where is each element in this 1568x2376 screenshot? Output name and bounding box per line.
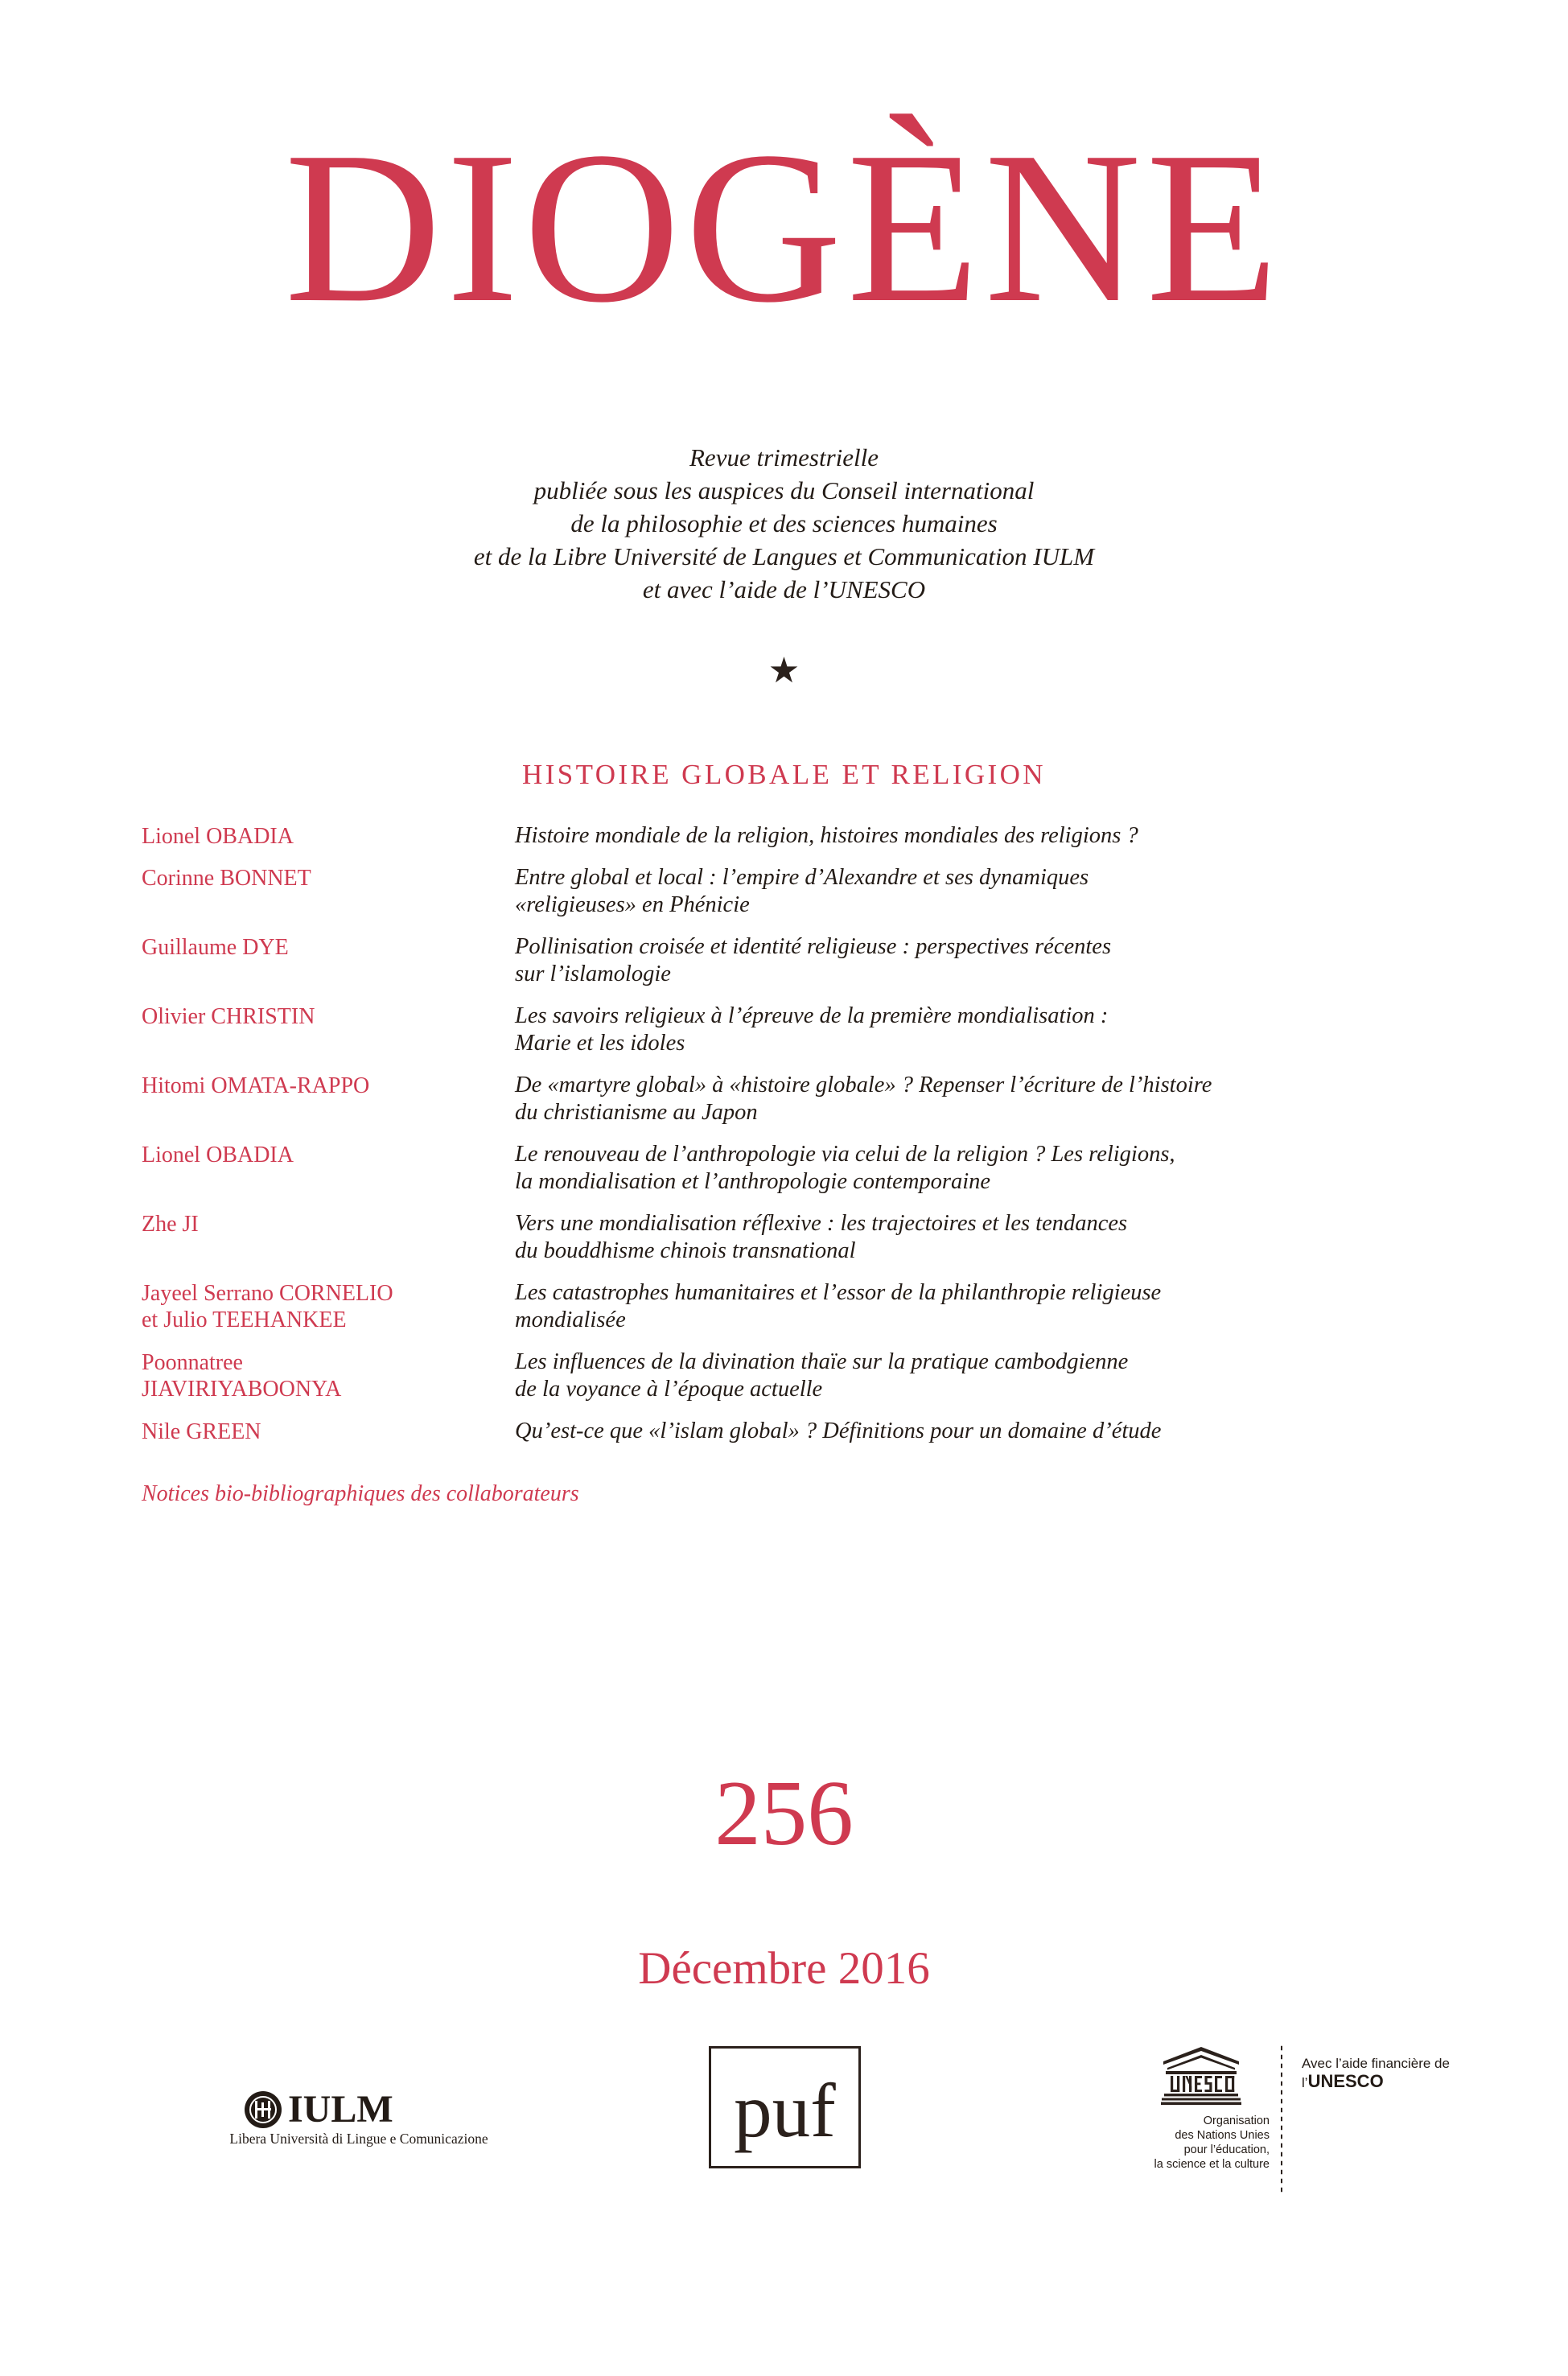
author-line: Lionel OBADIA (142, 824, 294, 849)
author-line: Zhe JI (142, 1212, 199, 1237)
toc-entry-author (142, 1418, 515, 1445)
toc-entry[interactable] (142, 864, 1477, 919)
toc-entry-title (515, 1279, 1477, 1334)
unesco-credit-group (1302, 2055, 1455, 2093)
toc-entry-author (142, 1210, 515, 1237)
title-line: sur l’islamologie (515, 962, 671, 986)
subtitle-line-5: et avec l’aide de l’UNESCO (642, 575, 926, 603)
toc-entry[interactable] (142, 1210, 1477, 1265)
title-line: Les influences de la divination thaïe sur la pratique cambodgienne (515, 1349, 1129, 1374)
unesco-credit-prefix: l’ (1302, 2075, 1308, 2090)
toc-entry[interactable] (142, 1141, 1477, 1196)
title-line: la mondialisation et l’anthropologie contemporaine (515, 1169, 991, 1194)
title-line: Pollinisation croisée et identité religieuse : perspectives récentes (515, 934, 1112, 959)
toc-entry-author (142, 1279, 515, 1333)
toc-entry-title (515, 1003, 1477, 1057)
subtitle-line-4: et de la Libre Université de Langues et Communication IULM (473, 542, 1095, 570)
toc-entry-title (515, 1349, 1477, 1403)
title-line: Les catastrophes humanitaires et l’essor de la philanthropie religieuse (515, 1280, 1162, 1305)
unesco-tagline-line: Organisation (1203, 2115, 1270, 2127)
author-line: Poonnatree (142, 1350, 243, 1375)
notices-bio-bibliographiques[interactable]: Notices bio-bibliographiques des collaborateurs (142, 1481, 579, 1506)
title-line: mondialisée (515, 1307, 626, 1332)
toc-entry-author (142, 822, 515, 850)
title-line: Entre global et local : l’empire d’Alexandre et ses dynamiques (515, 865, 1089, 890)
author-line: JIAVIRIYABOONYA (142, 1377, 342, 1402)
toc-entry[interactable] (142, 1003, 1477, 1057)
toc-entry[interactable] (142, 822, 1477, 850)
toc-entry[interactable] (142, 1072, 1477, 1126)
title-line: Qu’est-ce que «l’islam global» ? Définitions pour un domaine d’étude (515, 1419, 1162, 1443)
iulm-logo-top (222, 2090, 496, 2129)
toc-entry-author (142, 933, 515, 961)
toc-entry-author (142, 864, 515, 892)
title-line: Vers une mondialisation réflexive : les trajectoires et les tendances (515, 1211, 1128, 1236)
iulm-tagline: Libera Università di Lingue e Comunicazione (229, 2131, 488, 2147)
issue-number: 256 (714, 1762, 854, 1864)
unesco-tagline-line: la science et la culture (1154, 2158, 1270, 2171)
journal-masthead-title: DIOGÈNE (284, 107, 1284, 348)
toc-entry-author (142, 1003, 515, 1030)
title-line: de la voyance à l’époque actuelle (515, 1377, 823, 1402)
title-line: du christianisme au Japon (515, 1100, 758, 1125)
toc-entry-title (515, 1072, 1477, 1126)
author-line: Guillaume DYE (142, 935, 289, 960)
title-line: Le renouveau de l’anthropologie via celui de la religion ? Les religions, (515, 1142, 1175, 1167)
table-of-contents (142, 822, 1477, 1460)
unesco-tagline-line: des Nations Unies (1175, 2129, 1270, 2142)
star-ornament-icon: ★ (768, 651, 800, 690)
toc-entry[interactable] (142, 1418, 1477, 1445)
toc-entry-title (515, 933, 1477, 988)
footer-logo-row (0, 2044, 1568, 2229)
title-line: De «martyre global» à «histoire globale» ? Repenser l’écriture de l’histoire (515, 1073, 1212, 1097)
iulm-seal-icon (245, 2091, 282, 2128)
unesco-logo-block (1130, 2044, 1452, 2205)
iulm-logo (222, 2090, 496, 2147)
unesco-tagline (1130, 2114, 1271, 2172)
author-line: Lionel OBADIA (142, 1143, 294, 1167)
title-line: Histoire mondiale de la religion, histoires mondiales des religions ? (515, 823, 1138, 848)
toc-entry-author (142, 1141, 515, 1168)
puf-wordmark: puf (734, 2067, 836, 2153)
section-heading: HISTOIRE GLOBALE ET RELIGION (522, 759, 1046, 790)
puf-logo (709, 2046, 861, 2168)
author-line: Nile GREEN (142, 1419, 261, 1444)
toc-entry-title (515, 1418, 1477, 1445)
toc-entry[interactable] (142, 1279, 1477, 1334)
unesco-credit-name: UNESCO (1307, 2071, 1384, 2091)
title-line: Marie et les idoles (515, 1031, 685, 1056)
author-line: Jayeel Serrano CORNELIO (142, 1281, 393, 1306)
toc-entry-title (515, 822, 1477, 850)
toc-entry-author (142, 1349, 515, 1402)
iulm-wordmark: IULM (288, 2088, 393, 2131)
subtitle-line-3: de la philosophie et des sciences humaines (570, 509, 998, 537)
toc-entry-title (515, 864, 1477, 919)
journal-subtitle-block (0, 441, 1568, 606)
toc-entry-title (515, 1141, 1477, 1196)
title-line: Les savoirs religieux à l’épreuve de la première mondialisation : (515, 1003, 1109, 1028)
unesco-credit-line-2 (1302, 2072, 1455, 2093)
toc-entry[interactable] (142, 933, 1477, 988)
unesco-tagline-line: pour l’éducation, (1183, 2143, 1270, 2156)
author-line: et Julio TEEHANKEE (142, 1307, 347, 1332)
toc-entry-title (515, 1210, 1477, 1265)
unesco-credit-line-1: Avec l’aide financière de (1302, 2056, 1450, 2071)
toc-entry-author (142, 1072, 515, 1099)
unesco-temple-icon (1161, 2046, 1241, 2109)
unesco-dotted-divider (1280, 2044, 1283, 2193)
unesco-emblem-group (1130, 2046, 1271, 2172)
author-line: Olivier CHRISTIN (142, 1004, 315, 1029)
subtitle-line-1: Revue trimestrielle (689, 443, 879, 471)
subtitle-line-2: publiée sous les auspices du Conseil international (533, 476, 1035, 504)
author-line: Hitomi OMATA-RAPPO (142, 1073, 370, 1098)
toc-entry[interactable] (142, 1349, 1477, 1403)
title-line: «religieuses» en Phénicie (515, 892, 750, 917)
issue-date: Décembre 2016 (638, 1943, 930, 1994)
author-line: Corinne BONNET (142, 866, 311, 891)
title-line: du bouddhisme chinois transnational (515, 1238, 856, 1263)
